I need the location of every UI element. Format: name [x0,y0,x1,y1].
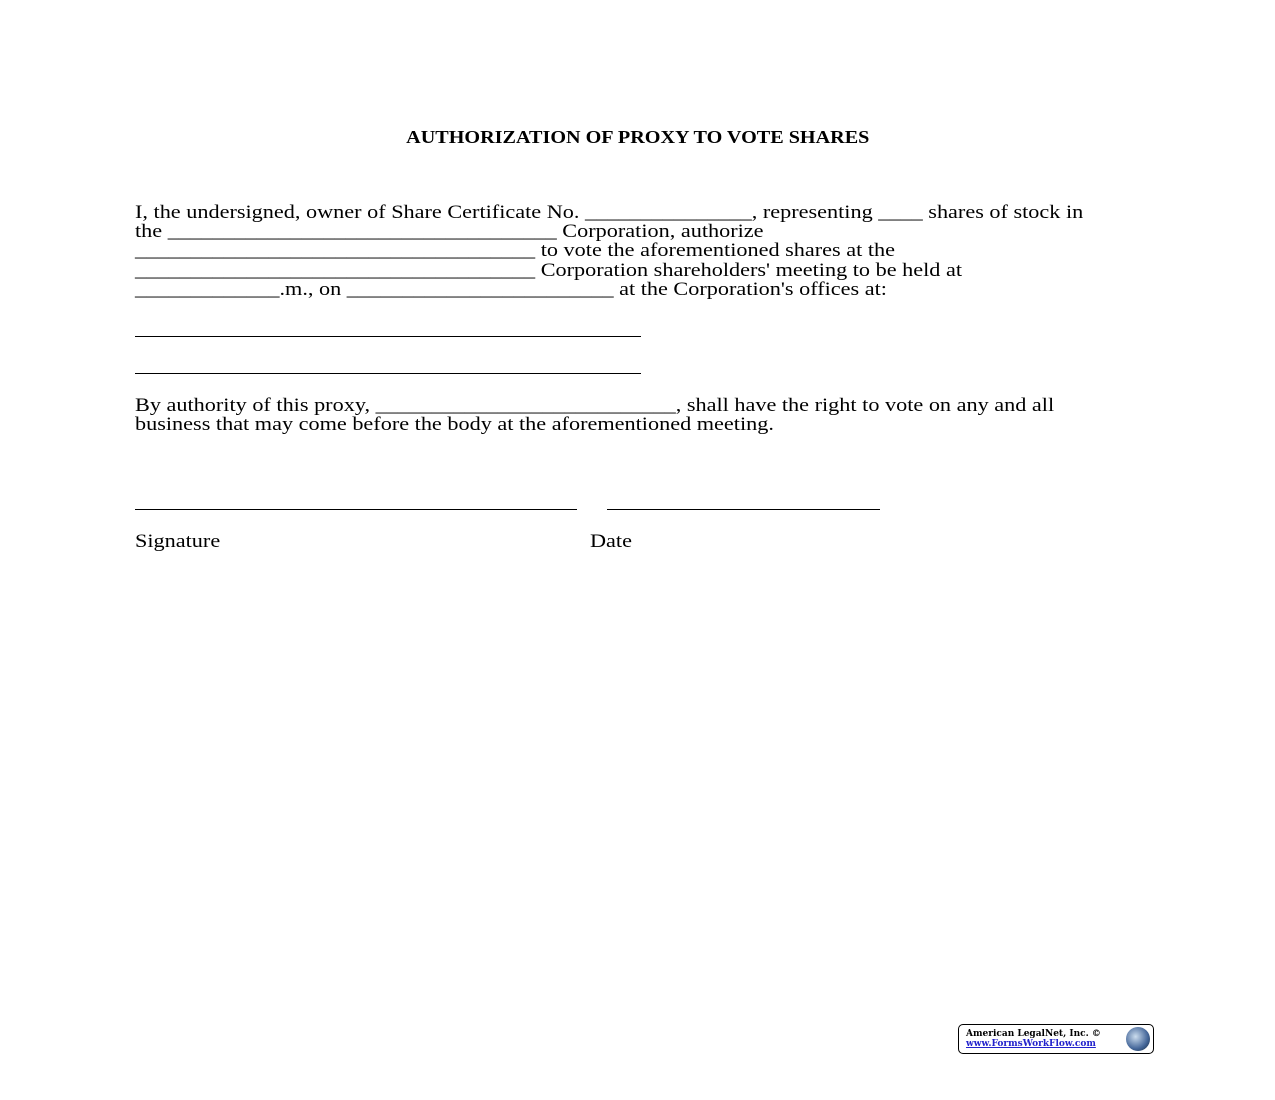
footer-company: American LegalNet, Inc. © [966,1029,1101,1039]
paragraph2-line: business that may come before the body at the aforementioned meeting. [135,414,774,435]
signature-label: Signature [135,531,221,552]
address-line-2 [135,373,641,374]
paragraph2-line: By authority of this proxy, ___________________________, shall have the right to vote on any and all [135,395,1055,416]
date-line [607,509,880,510]
paragraph1-line: ____________________________________ Corporation shareholders' meeting to be held at [135,260,963,281]
footer-website-link[interactable]: www.FormsWorkFlow.com [966,1039,1096,1049]
paragraph1-line: the ___________________________________ Corporation, authorize [135,221,764,242]
footer-logo [958,1024,1154,1054]
paragraph1-line: ____________________________________ to vote the aforementioned shares at the [135,240,896,261]
paragraph1-line: I, the undersigned, owner of Share Certificate No. _______________, representing ____ shares of stock in [135,202,1084,223]
date-label: Date [590,531,632,552]
paragraph1-line: _____________.m., on ________________________ at the Corporation's offices at: [135,279,887,300]
globe-icon [1126,1027,1150,1051]
document-title: AUTHORIZATION OF PROXY TO VOTE SHARES [405,127,870,147]
signature-line [135,509,577,510]
address-line-1 [135,336,641,337]
